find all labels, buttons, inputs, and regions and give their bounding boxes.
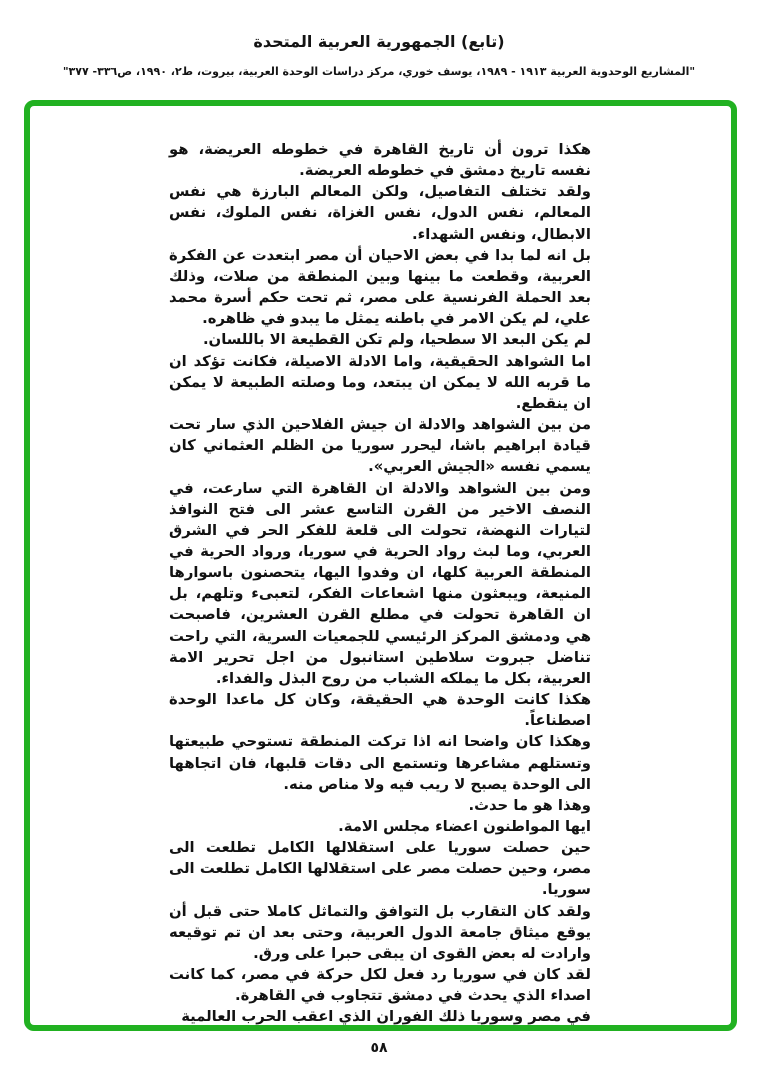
page-title: (تابع) الجمهورية العربية المتحدة [253,32,505,51]
paragraph: حين حصلت سوريا على استقلالها الكامل تطلعت الى مصر، وحين حصلت مصر على استقلالها الكامل تطلعت الى سوريا. [169,839,591,899]
source-citation: "المشاريع الوحدوية العربية ١٩١٣ - ١٩٨٩، يوسف خوري، مركز دراسات الوحدة العربية، بيروت، ط٢، ١٩٩٠، ص٣٣٦- ٣٧٧" [62,65,696,78]
page-number: ٥٨ [370,1040,388,1056]
paragraph: في مصر وسوريا ذلك الفوران الذي اعقب الحرب العالمية [181,1008,591,1026]
paragraph: لم يكن البعد الا سطحيا، ولم تكن القطيعة الا باللسان. [202,331,591,349]
paragraph: وهذا هو ما حدث. [468,796,591,814]
paragraph: ايها المواطنون اعضاء مجلس الامة. [338,818,591,835]
paragraph: ولقد كان التقارب بل التوافق والتماثل كاملا حتى قبل أن يوقع ميثاق جامعة الدول العربية، وحتى بعد ان تم توقيعه وارادت له بعض القوى ان يبقى حبرا على ورق. [169,902,591,962]
paragraph: ومن بين الشواهد والادلة ان القاهرة التي سارعت، في النصف الاخير من القرن التاسع عشر الى فتح النوافذ لتيارات النهضة، تحولت الى قلعة للفكر الحر في الشرق العربي، وما لبث رواد الحرية في سوريا، ورواد الحرية في المنطقة العربية كلها، ان وفدوا اليها، يتحصنون باسوارها المنيعة، ويبعثون منها اشعاعات الفكر، لتعبىء وتلهم، بل ان القاهرة تحولت في مطلع القرن العشرين، فاصبحت هي ودمشق المركز الرئيسي للجمعيات السرية، التي راحت تناضل جبروت سلاطين استانبول من اجل تحرير الامة العربية، بكل ما يملكه الشباب من روح البذل والفداء. [169,479,591,687]
paragraph: اما الشواهد الحقيقية، واما الادلة الاصيلة، فكانت تؤكد ان ما قربه الله لا يمكن ان يبتعد، وما وصلته الطبيعة لا يمكن ان ينقطع. [169,352,591,412]
paragraph: لقد كان في سوريا رد فعل لكل حركة في مصر، كما كانت اصداء الذي يحدث في دمشق تتجاوب في القاهرة. [169,966,591,1005]
body-text [169,139,591,1028]
paragraph: بل انه لما بدا في بعض الاحيان أن مصر ابتعدت عن الفكرة العربية، وقطعت ما بينها وبين المنطقة من صلات، وذلك بعد الحملة الفرنسية على مصر، ثم تحت حكم أسرة محمد علي، لم يكن الامر في باطنه يمثل ما يبدو في ظاهره. [169,246,591,328]
paragraph: وهكذا كان واضحا انه اذا تركت المنطقة تستوحي طبيعتها وتستلهم مشاعرها وتستمع الى دقات قلبها، فان اتجاهها الى الوحدة يصبح لا ريب فيه ولا مناص منه. [169,733,591,793]
paragraph: هكذا كانت الوحدة هي الحقيقة، وكان كل ماعدا الوحدة اصطناعاً. [169,691,591,730]
paragraph: من بين الشواهد والادلة ان جيش الفلاحين الذي سار تحت قيادة ابراهيم باشا، ليحرر سوريا من الظلم العثماني كان يسمي نفسه «الجيش العربي». [169,416,591,476]
paragraph: هكذا ترون أن تاريخ القاهرة في خطوطه العريضة، هو نفسه تاريخ دمشق في خطوطه العريضة. [169,141,591,180]
paragraph: ولقد تختلف التفاصيل، ولكن المعالم البارزة هي نفس المعالم، نفس الدول، نفس الغزاة، نفس الملوك، نفس الابطال، ونفس الشهداء. [169,183,591,243]
